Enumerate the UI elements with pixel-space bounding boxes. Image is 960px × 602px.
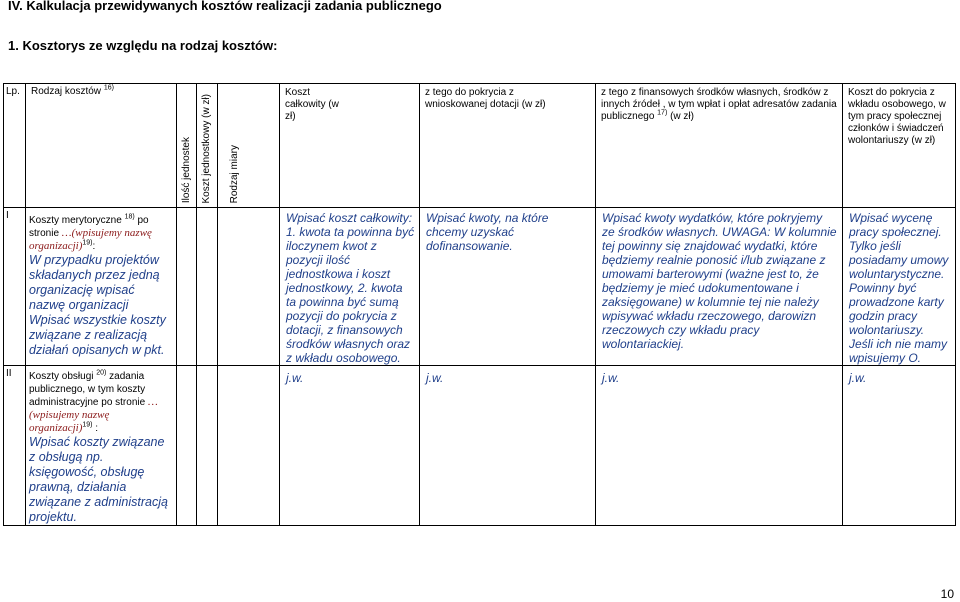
cell-empty (177, 208, 197, 366)
header-lp: Lp. (4, 84, 26, 208)
cell-empty (218, 208, 280, 366)
page-number: 10 (940, 587, 954, 601)
row2-hint: Wpisać koszty związane z obsługą np. księgowość, obsługę prawną, działania związane z administracją projektu. (29, 435, 168, 524)
cell-empty (218, 366, 280, 526)
cell-empty (197, 208, 218, 366)
header-row (4, 84, 956, 208)
koszty-merytoryczne-cell: Koszty merytoryczne $^{18)}$ po stronie …(wpisujemy nazwę organizacji)$^{19)}$: W przypadku projektów składanych przez jedną organizację wpisać nazwę organizacji Wpisać wszystkie koszty związane z realizacją działań opisanych w pkt. (26, 208, 177, 366)
header-z-dotacji: z tego do pokrycia z wnioskowanej dotacji (w zł) (420, 84, 596, 208)
cost-table (3, 83, 956, 526)
z-dotacji-cell: Wpisać kwoty, na które chcemy uzyskać dofinansowanie. (420, 208, 596, 366)
header-z-finansowych: z tego z finansowych środków własnych, środków z innych źródeł , w tym wpłat i opłat adresatów zadania publicznego $^{17)}$ (w zł) (596, 84, 843, 208)
z-finansowych-cell: j.w. (596, 366, 843, 526)
wklad-osobowy-cell: Wpisać wycenę pracy społecznej. Tylko jeśli posiadamy umowy woluntarystyczne. Powinny być prowadzone karty godzin pracy wolontariuszy. Jeśli ich nie mamy wpisujemy O. (843, 208, 956, 366)
row-number: I (4, 208, 26, 366)
cell-empty (197, 366, 218, 526)
koszty-obslugi-cell: Koszty obsługi $^{20)}$ zadania publicznego, w tym koszty administracyjne po stronie …(wpisujemy nazwę organizacji)$^{19)}$ : Wpisać koszty związane z obsługą np. księgowość, obsługę prawną, działania związane z administracją projektu. (26, 366, 177, 526)
row1-hint: W przypadku projektów składanych przez jedną organizację wpisać nazwę organizacji Wpisać wszystkie koszty związane z realizacją działań opisanych w pkt. (29, 253, 166, 357)
koszt-calkowity-cell: Wpisać koszt całkowity: 1. kwota ta powinna być iloczynem kwot z pozycji ilość jednostkowa i koszt jednostkowy, 2. kwota ta powinna być sumą pozycji do pokrycia z dotacji, z finansowych środków własnych oraz z wkładu osobowego. (280, 208, 420, 366)
z-dotacji-cell: j.w. (420, 366, 596, 526)
header-koszt-jednostkowy: Koszt jednostkowy (w zł) (197, 84, 218, 208)
z-finansowych-cell: Wpisać kwoty wydatków, które pokryjemy ze środków własnych. UWAGA: W kolumnie tej powinny się znajdować wydatki, które będziemy realnie ponosić i/lub związane z umowami barterowymi (ważne jest to, że będziemy je mieć udokumentowane i zaksięgowane) w kolumnie tej nie należy wpisywać wkładu rzeczowego, darowizn rzeczowych czy wkładu pracy wolontariackiej. (596, 208, 843, 366)
koszt-calkowity-cell: j.w. (280, 366, 420, 526)
table-row (4, 208, 956, 366)
wklad-osobowy-cell: j.w. (843, 366, 956, 526)
header-ilosc-jednostek: Ilość jednostek (177, 84, 197, 208)
header-wklad-osobowy: Koszt do pokrycia z wkładu osobowego, w tym pracy społecznej członków i świadczeń wolontariuszy (w zł) (843, 84, 956, 208)
table-row (4, 366, 956, 526)
header-rodzaj-kosztow: Rodzaj kosztów $^{16)}$ (26, 84, 177, 208)
cell-empty (177, 366, 197, 526)
row-number: II (4, 366, 26, 526)
header-rodzaj-miary: Rodzaj miary (218, 84, 280, 208)
subsection-heading: 1. Kosztorys ze względu na rodzaj kosztów: (8, 38, 278, 53)
header-koszt-calkowity: Koszt całkowity (w zł) (280, 84, 420, 208)
section-heading: IV. Kalkulacja przewidywanych kosztów realizacji zadania publicznego (8, 0, 442, 13)
